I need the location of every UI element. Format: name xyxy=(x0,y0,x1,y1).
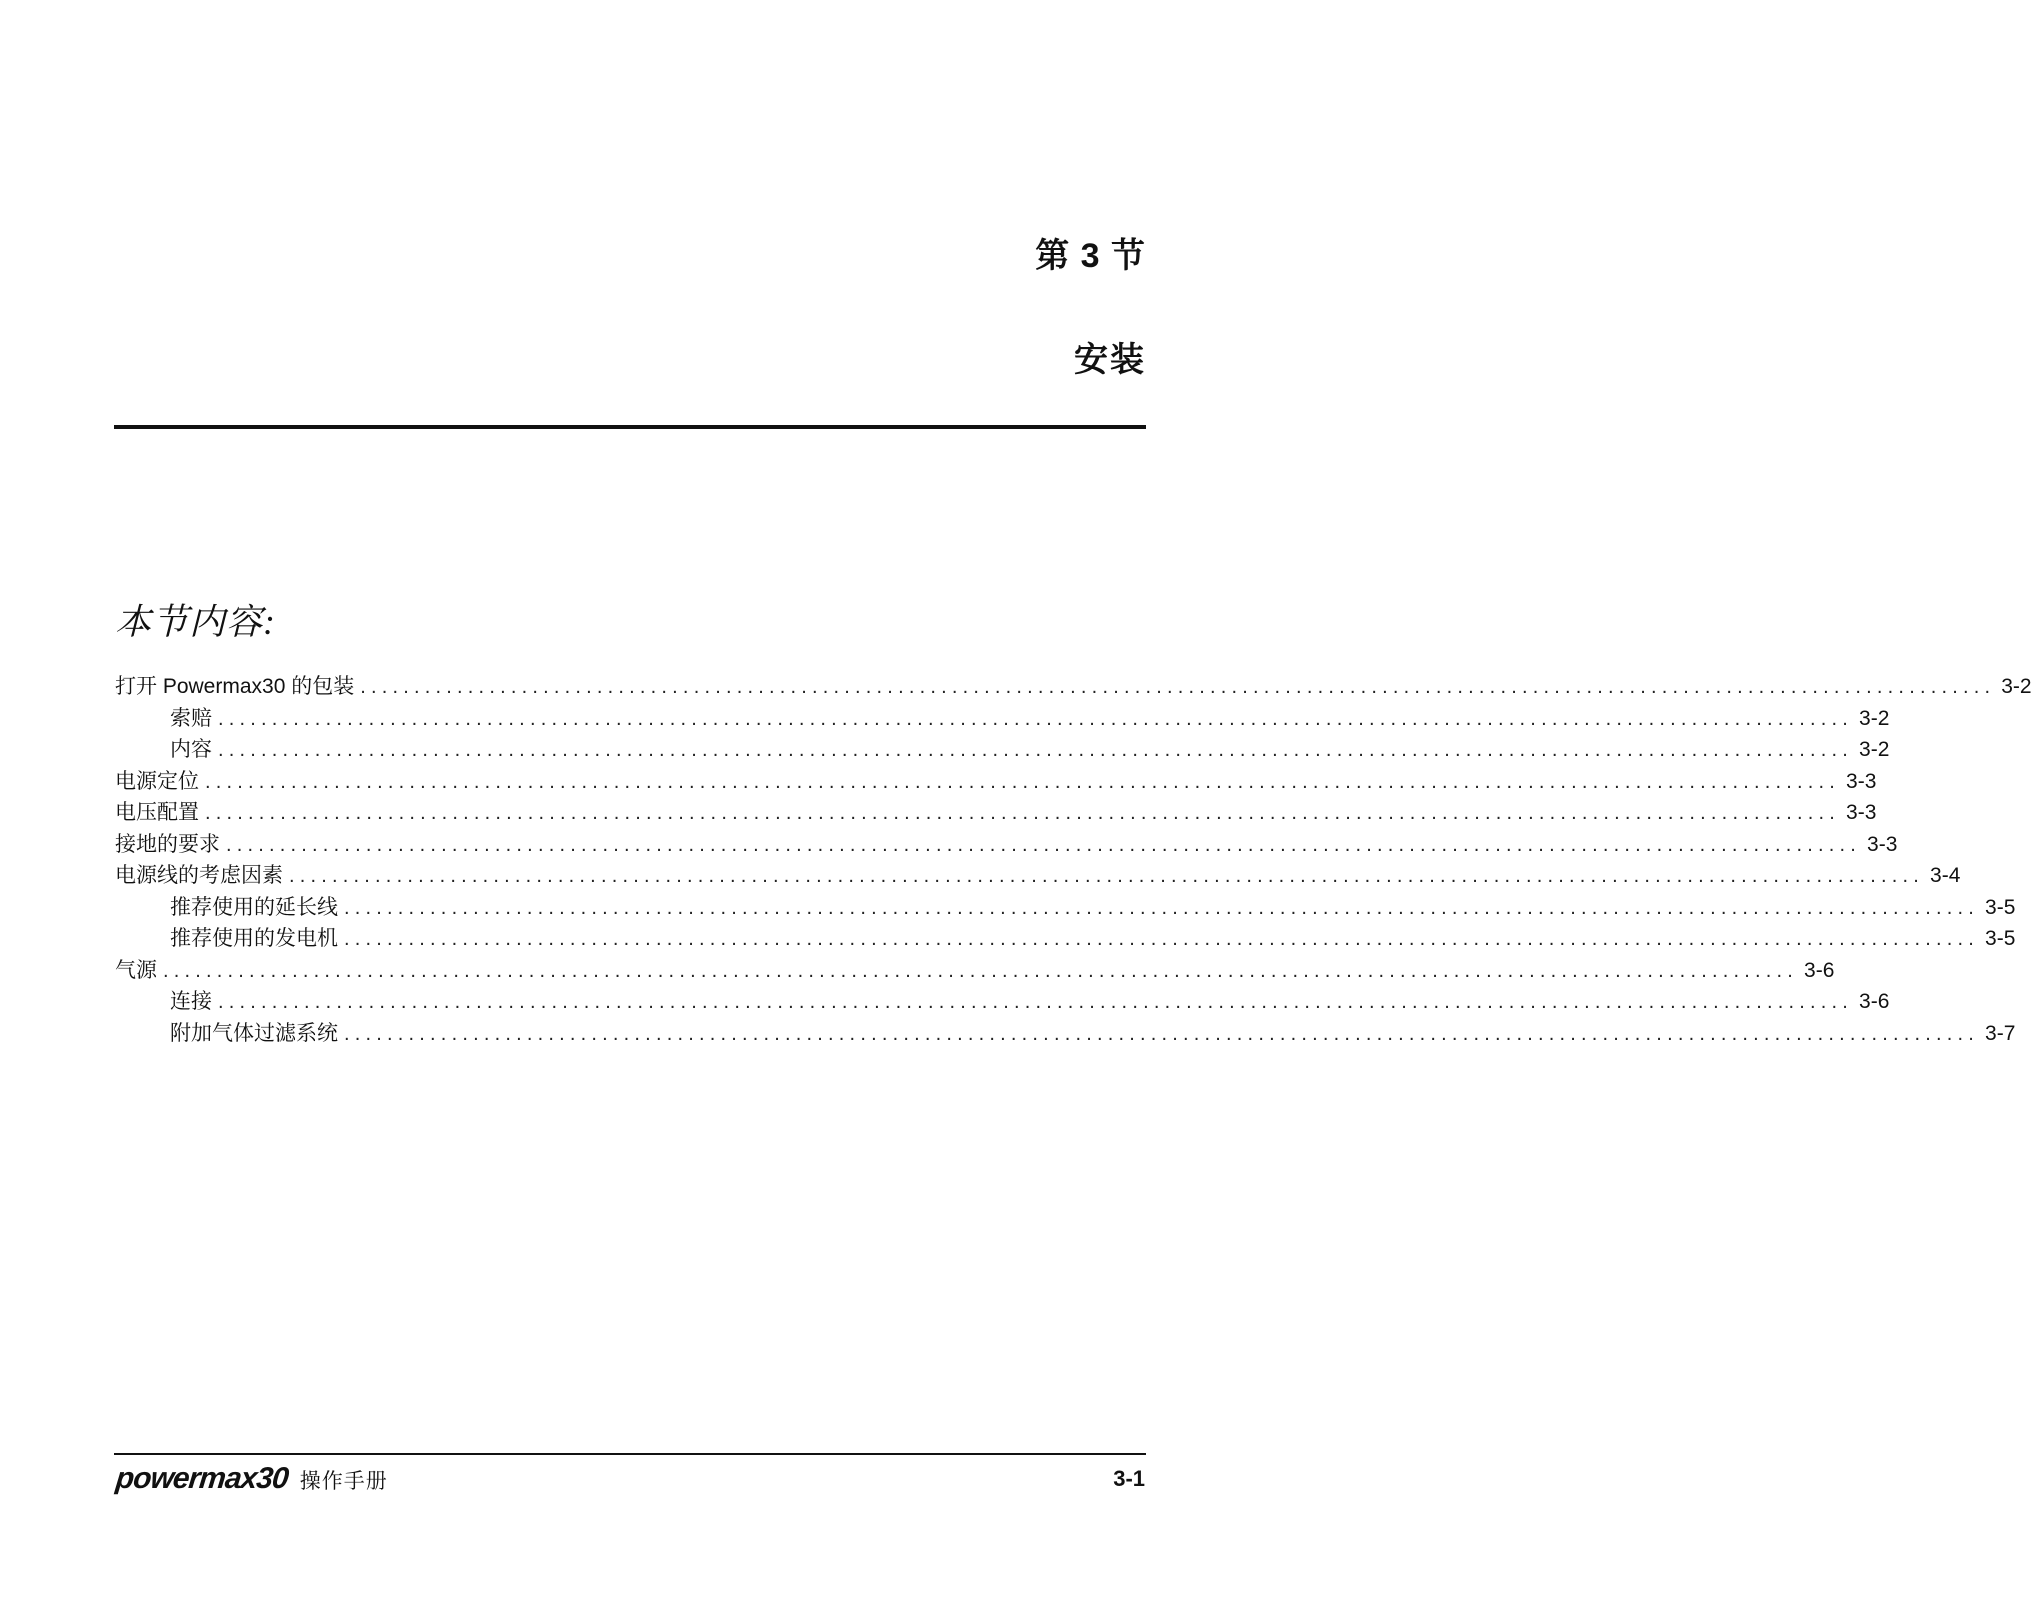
footer-page-number: 3-1 xyxy=(1113,1466,1145,1491)
toc-entry-label: 气源 xyxy=(115,958,157,982)
toc-entry-page: 3-2 xyxy=(2001,675,2032,698)
toc-leader-dots: ........................................................................................................................................................ xyxy=(344,1022,1980,1045)
toc-entry-label: 索赔 xyxy=(170,706,212,730)
toc-entry-contents[interactable] xyxy=(115,733,1890,765)
toc-leader-dots: ........................................................................................................................................................ xyxy=(205,770,1841,793)
toc-entry-label: 推荐使用的发电机 xyxy=(170,927,338,950)
table-of-contents xyxy=(115,670,2032,1048)
toc-entry-label: 附加气体过滤系统 xyxy=(170,1021,338,1045)
toc-entry-label: 电压配置 xyxy=(115,801,199,824)
toc-entry-power-positioning[interactable] xyxy=(115,765,1877,797)
section-number: 第 3 节 xyxy=(1035,237,1146,275)
toc-leader-dots: ........................................................................................................................................................ xyxy=(218,991,1854,1013)
toc-entry-label: 打开 Powermax30 的包装 xyxy=(115,675,355,698)
contents-heading: 本节内容: xyxy=(115,602,276,642)
toc-entry-page: 3-2 xyxy=(1859,706,1890,730)
toc-entry-page: 3-3 xyxy=(1846,769,1877,793)
toc-entry-gas-supply[interactable] xyxy=(115,954,1835,986)
toc-entry-unpacking[interactable] xyxy=(115,670,2032,702)
toc-entry-power-cord[interactable] xyxy=(115,859,1961,891)
toc-entry-extension-cord[interactable] xyxy=(115,891,2016,923)
toc-leader-dots: ........................................................................................................................................................ xyxy=(344,896,1980,919)
toc-entry-connection[interactable] xyxy=(115,985,1890,1017)
toc-entry-generator[interactable] xyxy=(115,922,2016,954)
toc-leader-dots: ........................................................................................................................................................ xyxy=(226,833,1862,856)
toc-entry-page: 3-3 xyxy=(1846,801,1877,824)
toc-leader-dots: ........................................................................................................................................................ xyxy=(360,676,1996,698)
toc-entry-claims[interactable] xyxy=(115,702,1890,734)
bottom-divider xyxy=(114,1453,1146,1455)
toc-entry-page: 3-6 xyxy=(1804,958,1835,982)
footer-brand xyxy=(116,1462,388,1496)
toc-leader-dots: ........................................................................................................................................................ xyxy=(344,928,1980,950)
toc-leader-dots: ........................................................................................................................................................ xyxy=(289,865,1925,887)
toc-entry-page: 3-7 xyxy=(1985,1021,2016,1045)
toc-entry-page: 3-5 xyxy=(1985,895,2016,919)
toc-entry-label: 推荐使用的延长线 xyxy=(170,895,338,919)
toc-entry-label: 电源线的考虑因素 xyxy=(115,864,283,887)
toc-entry-gas-filter[interactable] xyxy=(115,1017,2016,1049)
toc-entry-label: 连接 xyxy=(170,990,212,1013)
toc-entry-label: 电源定位 xyxy=(115,769,199,793)
toc-entry-label: 内容 xyxy=(170,738,212,761)
powermax30-logo: powermax30 xyxy=(114,1462,290,1495)
toc-leader-dots: ........................................................................................................................................................ xyxy=(163,959,1799,982)
toc-entry-page: 3-5 xyxy=(1985,927,2016,950)
toc-entry-page: 3-4 xyxy=(1930,864,1961,887)
toc-entry-label: 接地的要求 xyxy=(115,832,220,856)
toc-entry-page: 3-6 xyxy=(1859,990,1890,1013)
top-divider xyxy=(114,425,1146,429)
section-title: 安装 xyxy=(1074,341,1146,379)
toc-entry-voltage-config[interactable] xyxy=(115,796,1877,828)
toc-leader-dots: ........................................................................................................................................................ xyxy=(218,739,1854,761)
toc-entry-page: 3-2 xyxy=(1859,738,1890,761)
toc-leader-dots: ........................................................................................................................................................ xyxy=(205,802,1841,824)
toc-entry-grounding[interactable] xyxy=(115,828,1898,860)
footer-manual-label: 操作手册 xyxy=(299,1470,388,1493)
toc-leader-dots: ........................................................................................................................................................ xyxy=(218,707,1854,730)
toc-entry-page: 3-3 xyxy=(1867,832,1898,856)
